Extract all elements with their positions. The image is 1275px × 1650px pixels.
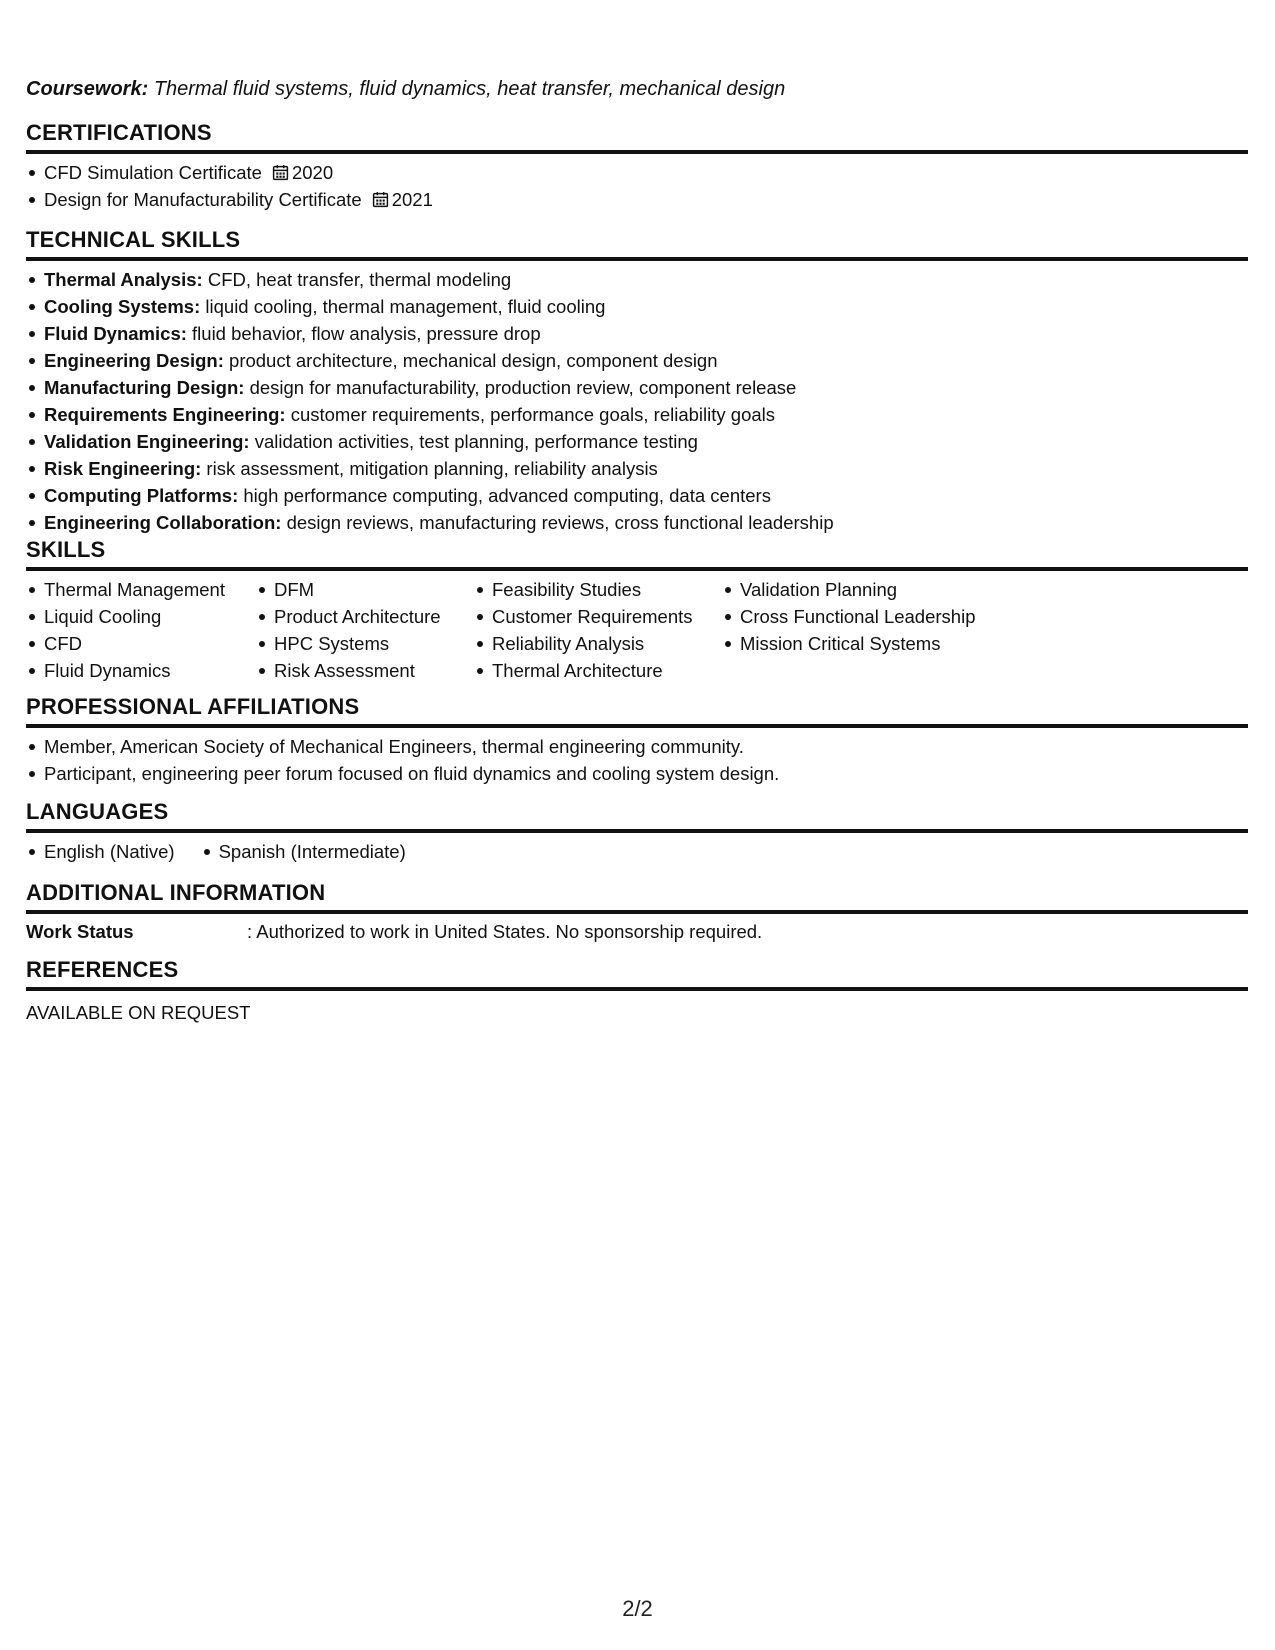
skill-details: risk assessment, mitigation planning, reliability analysis <box>206 458 658 479</box>
skill-details: CFD, heat transfer, thermal modeling <box>207 269 512 290</box>
affiliation-item: Participant, engineering peer forum focused on fluid dynamics and cooling system design. <box>26 760 1248 787</box>
section-divider <box>26 257 1248 261</box>
skill-item: Fluid Dynamics <box>26 657 256 684</box>
page-number: 2/2 <box>622 1596 653 1621</box>
languages-section <box>26 797 1248 865</box>
skill-item: CFD <box>26 630 256 657</box>
skill-item: Cross Functional Leadership <box>722 603 1022 630</box>
skills-column <box>256 576 474 684</box>
certification-year: 2020 <box>291 162 334 183</box>
additional-info-section <box>26 878 1248 945</box>
technical-skill-item <box>26 320 1248 347</box>
certification-year: 2021 <box>391 189 433 210</box>
skill-details: fluid behavior, flow analysis, pressure drop <box>192 323 541 344</box>
skill-details: product architecture, mechanical design, component design <box>229 350 718 371</box>
language-item: English (Native) <box>26 838 175 865</box>
references-text: AVAILABLE ON REQUEST <box>26 1002 251 1023</box>
certification-item <box>26 186 1248 213</box>
skill-category: Requirements Engineering: <box>44 404 286 425</box>
section-divider <box>26 150 1248 154</box>
coursework-line <box>26 78 785 101</box>
certifications-heading: CERTIFICATIONS <box>26 120 212 145</box>
affiliations-section <box>26 692 1248 787</box>
skill-details: design reviews, manufacturing reviews, cross functional leadership <box>286 512 834 533</box>
skill-item: Customer Requirements <box>474 603 722 630</box>
calendar-icon <box>272 164 289 181</box>
technical-skill-item <box>26 482 1248 509</box>
work-status-row <box>26 918 1248 945</box>
skills-column <box>26 576 256 684</box>
skill-details: validation activities, test planning, performance testing <box>254 431 698 452</box>
skill-category: Fluid Dynamics: <box>44 323 187 344</box>
skill-category: Risk Engineering: <box>44 458 202 479</box>
skill-item: Liquid Cooling <box>26 603 256 630</box>
skill-item: Validation Planning <box>722 576 1022 603</box>
technical-skill-item <box>26 347 1248 374</box>
work-status-label: Work Status <box>26 921 134 942</box>
skill-item: HPC Systems <box>256 630 474 657</box>
work-status-value: : Authorized to work in United States. No sponsorship required. <box>247 921 763 942</box>
technical-skill-item <box>26 428 1248 455</box>
skill-item: Thermal Architecture <box>474 657 722 684</box>
technical-skills-list <box>26 266 1248 536</box>
skills-column <box>474 576 722 684</box>
section-divider <box>26 910 1248 914</box>
skills-heading: SKILLS <box>26 537 106 562</box>
skills-column <box>722 576 1022 684</box>
skill-item: Reliability Analysis <box>474 630 722 657</box>
skill-item: Mission Critical Systems <box>722 630 1022 657</box>
skills-section <box>26 535 1248 684</box>
skill-category: Thermal Analysis: <box>44 269 203 290</box>
references-heading: REFERENCES <box>26 957 179 982</box>
technical-skill-item <box>26 293 1248 320</box>
skill-item: Feasibility Studies <box>474 576 722 603</box>
references-section <box>26 955 1248 1026</box>
certification-item <box>26 159 1248 186</box>
certification-name: CFD Simulation Certificate <box>44 162 262 183</box>
section-divider <box>26 724 1248 728</box>
additional-info-heading: ADDITIONAL INFORMATION <box>26 880 326 905</box>
skills-grid <box>26 576 1248 684</box>
skill-category: Validation Engineering: <box>44 431 250 452</box>
skill-details: liquid cooling, thermal management, fluid cooling <box>205 296 606 317</box>
language-item: Spanish (Intermediate) <box>201 838 406 865</box>
section-divider <box>26 987 1248 991</box>
languages-heading: LANGUAGES <box>26 799 169 824</box>
skill-item: Product Architecture <box>256 603 474 630</box>
skill-category: Manufacturing Design: <box>44 377 245 398</box>
skill-details: design for manufacturability, production review, component release <box>249 377 797 398</box>
technical-skills-heading: TECHNICAL SKILLS <box>26 227 241 252</box>
skill-item: DFM <box>256 576 474 603</box>
technical-skills-section <box>26 225 1248 536</box>
coursework-text: Thermal fluid systems, fluid dynamics, heat transfer, mechanical design <box>153 78 786 100</box>
coursework-label: Coursework: <box>26 78 149 100</box>
technical-skill-item <box>26 509 1248 536</box>
skill-category: Engineering Collaboration: <box>44 512 282 533</box>
technical-skill-item <box>26 401 1248 428</box>
certification-name: Design for Manufacturability Certificate <box>44 189 362 210</box>
skill-category: Engineering Design: <box>44 350 224 371</box>
languages-list <box>26 838 1248 865</box>
skill-details: customer requirements, performance goals, reliability goals <box>290 404 776 425</box>
affiliations-heading: PROFESSIONAL AFFILIATIONS <box>26 694 360 719</box>
affiliations-list <box>26 733 1248 787</box>
technical-skill-item <box>26 266 1248 293</box>
certifications-section <box>26 118 1248 213</box>
skill-category: Cooling Systems: <box>44 296 201 317</box>
section-divider <box>26 829 1248 833</box>
technical-skill-item <box>26 455 1248 482</box>
skill-item: Risk Assessment <box>256 657 474 684</box>
skill-details: high performance computing, advanced computing, data centers <box>243 485 771 506</box>
section-divider <box>26 567 1248 571</box>
certifications-list <box>26 159 1248 213</box>
affiliation-item: Member, American Society of Mechanical Engineers, thermal engineering community. <box>26 733 1248 760</box>
skill-item: Thermal Management <box>26 576 256 603</box>
skill-category: Computing Platforms: <box>44 485 239 506</box>
technical-skill-item <box>26 374 1248 401</box>
calendar-icon <box>372 191 389 208</box>
